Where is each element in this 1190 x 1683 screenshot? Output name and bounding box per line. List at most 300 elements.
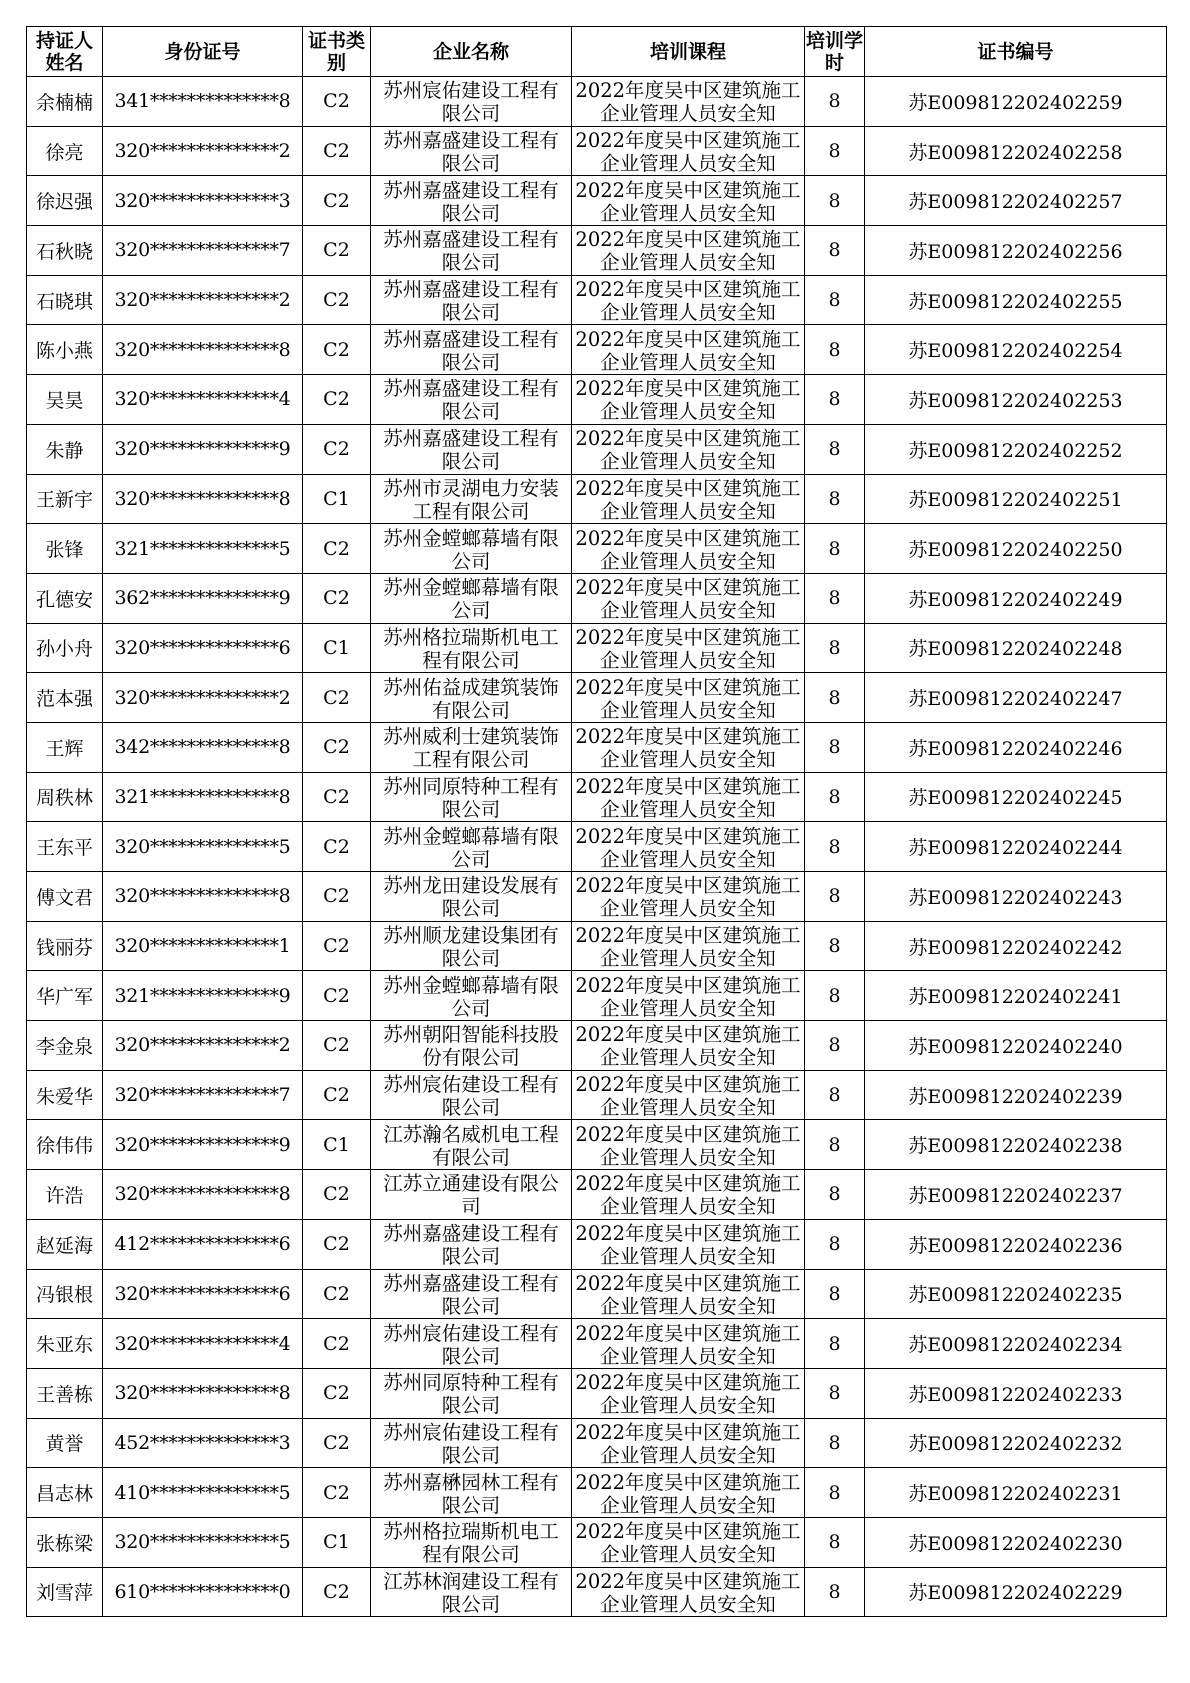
cell-course-text: 2022年度吴中区建筑施工企业管理人员安全知 xyxy=(575,1569,801,1615)
cell-course-text: 2022年度吴中区建筑施工企业管理人员安全知 xyxy=(575,824,801,870)
cell-id-number: 320**************6 xyxy=(103,623,303,673)
cell-hours: 8 xyxy=(805,822,865,872)
cell-name: 余楠楠 xyxy=(27,77,103,127)
cell-cert-type: C2 xyxy=(303,872,371,922)
cell-company xyxy=(371,226,572,276)
cell-hours: 8 xyxy=(805,1418,865,1468)
table-row xyxy=(27,772,1167,822)
cell-course xyxy=(572,424,805,474)
cell-cert-type: C2 xyxy=(303,772,371,822)
cell-hours: 8 xyxy=(805,1120,865,1170)
cell-id-number: 320**************4 xyxy=(103,1319,303,1369)
cell-name: 冯银根 xyxy=(27,1269,103,1319)
cell-id-number: 320**************9 xyxy=(103,1120,303,1170)
cell-company xyxy=(371,424,572,474)
cell-cert-type: C2 xyxy=(303,1021,371,1071)
cell-name: 徐亮 xyxy=(27,126,103,176)
cell-company-text: 苏州宸佑建设工程有限公司 xyxy=(383,1321,559,1367)
cell-name: 朱静 xyxy=(27,424,103,474)
cell-company-text: 苏州格拉瑞斯机电工程有限公司 xyxy=(383,1520,559,1566)
cell-course-text: 2022年度吴中区建筑施工企业管理人员安全知 xyxy=(575,278,801,324)
cell-hours: 8 xyxy=(805,524,865,574)
cell-name: 傅文君 xyxy=(27,872,103,922)
cell-company xyxy=(371,176,572,226)
cell-company-text: 苏州嘉盛建设工程有限公司 xyxy=(383,228,559,274)
cell-name: 李金泉 xyxy=(27,1021,103,1071)
table-row xyxy=(27,1269,1167,1319)
cell-id-number: 320**************8 xyxy=(103,1170,303,1220)
cell-cert-type: C2 xyxy=(303,1418,371,1468)
cell-cert-type: C2 xyxy=(303,524,371,574)
cell-company-text: 苏州宸佑建设工程有限公司 xyxy=(383,79,559,125)
cell-hours: 8 xyxy=(805,1170,865,1220)
cell-hours: 8 xyxy=(805,77,865,127)
cell-course-text: 2022年度吴中区建筑施工企业管理人员安全知 xyxy=(575,1371,801,1417)
cell-company xyxy=(371,325,572,375)
cell-name: 孙小舟 xyxy=(27,623,103,673)
cell-id-number: 320**************2 xyxy=(103,275,303,325)
cell-cert-type: C2 xyxy=(303,573,371,623)
table-row xyxy=(27,1021,1167,1071)
cell-hours: 8 xyxy=(805,1319,865,1369)
cell-hours: 8 xyxy=(805,573,865,623)
cell-name: 张栋梁 xyxy=(27,1517,103,1567)
cell-hours: 8 xyxy=(805,375,865,425)
cell-course xyxy=(572,375,805,425)
cell-course xyxy=(572,1120,805,1170)
cell-course xyxy=(572,1219,805,1269)
cell-course xyxy=(572,524,805,574)
cell-cert-number: 苏E009812202402250 xyxy=(865,524,1167,574)
cell-hours: 8 xyxy=(805,1517,865,1567)
cell-id-number: 320**************5 xyxy=(103,1517,303,1567)
cell-name: 昌志林 xyxy=(27,1468,103,1518)
cell-cert-type: C2 xyxy=(303,325,371,375)
cell-course xyxy=(572,872,805,922)
cell-id-number: 320**************8 xyxy=(103,325,303,375)
table-row xyxy=(27,1319,1167,1369)
cell-cert-number: 苏E009812202402253 xyxy=(865,375,1167,425)
cell-name: 陈小燕 xyxy=(27,325,103,375)
cell-id-number: 320**************9 xyxy=(103,424,303,474)
cell-course-text: 2022年度吴中区建筑施工企业管理人员安全知 xyxy=(575,427,801,473)
cell-id-number: 320**************7 xyxy=(103,226,303,276)
cell-hours: 8 xyxy=(805,1468,865,1518)
cell-cert-type: C1 xyxy=(303,1517,371,1567)
cell-cert-type: C2 xyxy=(303,176,371,226)
cell-company-text: 江苏林润建设工程有限公司 xyxy=(383,1569,559,1615)
cell-cert-number: 苏E009812202402252 xyxy=(865,424,1167,474)
cell-course xyxy=(572,722,805,772)
table-row xyxy=(27,176,1167,226)
cell-course xyxy=(572,474,805,524)
cell-cert-number: 苏E009812202402247 xyxy=(865,673,1167,723)
cell-id-number: 321**************5 xyxy=(103,524,303,574)
cell-company xyxy=(371,1269,572,1319)
table-row xyxy=(27,424,1167,474)
cell-company-text: 江苏瀚名威机电工程有限公司 xyxy=(383,1122,559,1168)
table-row xyxy=(27,673,1167,723)
cell-cert-type: C2 xyxy=(303,226,371,276)
cell-company xyxy=(371,1567,572,1617)
table-row xyxy=(27,226,1167,276)
cell-course-text: 2022年度吴中区建筑施工企业管理人员安全知 xyxy=(575,377,801,423)
cell-cert-number: 苏E009812202402249 xyxy=(865,573,1167,623)
cell-cert-number: 苏E009812202402258 xyxy=(865,126,1167,176)
cell-cert-number: 苏E009812202402244 xyxy=(865,822,1167,872)
cell-cert-type: C2 xyxy=(303,1567,371,1617)
cell-company xyxy=(371,772,572,822)
cell-hours: 8 xyxy=(805,424,865,474)
cell-course-text: 2022年度吴中区建筑施工企业管理人员安全知 xyxy=(575,1073,801,1119)
cell-id-number: 320**************8 xyxy=(103,1368,303,1418)
cell-cert-number: 苏E009812202402230 xyxy=(865,1517,1167,1567)
cell-cert-number: 苏E009812202402257 xyxy=(865,176,1167,226)
table-row xyxy=(27,77,1167,127)
cell-course xyxy=(572,573,805,623)
table-row xyxy=(27,375,1167,425)
cell-hours: 8 xyxy=(805,971,865,1021)
cell-hours: 8 xyxy=(805,275,865,325)
cell-hours: 8 xyxy=(805,1368,865,1418)
cell-cert-type: C2 xyxy=(303,126,371,176)
cell-name: 赵延海 xyxy=(27,1219,103,1269)
cell-cert-type: C2 xyxy=(303,722,371,772)
cell-hours: 8 xyxy=(805,872,865,922)
cell-cert-type: C2 xyxy=(303,275,371,325)
cell-id-number: 320**************1 xyxy=(103,921,303,971)
cell-course-text: 2022年度吴中区建筑施工企业管理人员安全知 xyxy=(575,1420,801,1466)
cell-hours: 8 xyxy=(805,921,865,971)
table-row xyxy=(27,822,1167,872)
header-id: 身份证号 xyxy=(103,27,303,77)
cell-cert-type: C2 xyxy=(303,1219,371,1269)
cell-company xyxy=(371,872,572,922)
cell-course xyxy=(572,772,805,822)
cell-company-text: 江苏立通建设有限公司 xyxy=(383,1172,559,1218)
cell-course-text: 2022年度吴中区建筑施工企业管理人员安全知 xyxy=(575,874,801,920)
cell-course xyxy=(572,822,805,872)
table-row xyxy=(27,1070,1167,1120)
cell-company xyxy=(371,1120,572,1170)
cell-course-text: 2022年度吴中区建筑施工企业管理人员安全知 xyxy=(575,1520,801,1566)
cell-id-number: 610**************0 xyxy=(103,1567,303,1617)
cell-company-text: 苏州金螳螂幕墙有限公司 xyxy=(383,576,559,622)
table-row xyxy=(27,722,1167,772)
cell-course xyxy=(572,1517,805,1567)
cell-hours: 8 xyxy=(805,772,865,822)
cell-id-number: 362**************9 xyxy=(103,573,303,623)
cell-course-text: 2022年度吴中区建筑施工企业管理人员安全知 xyxy=(575,79,801,125)
header-cert-no: 证书编号 xyxy=(865,27,1167,77)
cell-company xyxy=(371,1368,572,1418)
cell-course xyxy=(572,176,805,226)
cell-name: 王新宇 xyxy=(27,474,103,524)
cell-name: 王善栋 xyxy=(27,1368,103,1418)
cell-cert-number: 苏E009812202402236 xyxy=(865,1219,1167,1269)
cell-id-number: 342**************8 xyxy=(103,722,303,772)
cell-name: 石秋晓 xyxy=(27,226,103,276)
cell-company xyxy=(371,1517,572,1567)
cell-company xyxy=(371,126,572,176)
cell-name: 黄誉 xyxy=(27,1418,103,1468)
cell-course xyxy=(572,325,805,375)
cell-course-text: 2022年度吴中区建筑施工企业管理人员安全知 xyxy=(575,327,801,373)
cell-course-text: 2022年度吴中区建筑施工企业管理人员安全知 xyxy=(575,1122,801,1168)
cell-cert-type: C2 xyxy=(303,1269,371,1319)
cell-course-text: 2022年度吴中区建筑施工企业管理人员安全知 xyxy=(575,1222,801,1268)
cell-company-text: 苏州嘉盛建设工程有限公司 xyxy=(383,278,559,324)
cell-company-text: 苏州嘉盛建设工程有限公司 xyxy=(383,129,559,175)
cell-cert-type: C2 xyxy=(303,822,371,872)
cell-course xyxy=(572,1021,805,1071)
cell-name: 朱爱华 xyxy=(27,1070,103,1120)
cell-name: 王东平 xyxy=(27,822,103,872)
cell-company xyxy=(371,1319,572,1369)
header-row xyxy=(27,27,1167,77)
cell-course-text: 2022年度吴中区建筑施工企业管理人员安全知 xyxy=(575,1172,801,1218)
cell-hours: 8 xyxy=(805,325,865,375)
cell-company-text: 苏州龙田建设发展有限公司 xyxy=(383,874,559,920)
table-row xyxy=(27,126,1167,176)
header-course: 培训课程 xyxy=(572,27,805,77)
cell-hours: 8 xyxy=(805,673,865,723)
cell-company xyxy=(371,1418,572,1468)
cell-course-text: 2022年度吴中区建筑施工企业管理人员安全知 xyxy=(575,924,801,970)
cell-course-text: 2022年度吴中区建筑施工企业管理人员安全知 xyxy=(575,178,801,224)
cell-cert-type: C2 xyxy=(303,375,371,425)
table-row xyxy=(27,872,1167,922)
cell-company xyxy=(371,524,572,574)
cell-company xyxy=(371,275,572,325)
cell-id-number: 320**************8 xyxy=(103,474,303,524)
cell-hours: 8 xyxy=(805,722,865,772)
cell-company-text: 苏州嘉盛建设工程有限公司 xyxy=(383,178,559,224)
cell-cert-type: C2 xyxy=(303,1319,371,1369)
cell-cert-number: 苏E009812202402240 xyxy=(865,1021,1167,1071)
cell-id-number: 320**************6 xyxy=(103,1269,303,1319)
table-row xyxy=(27,1120,1167,1170)
table-row xyxy=(27,325,1167,375)
cell-cert-number: 苏E009812202402256 xyxy=(865,226,1167,276)
cell-cert-number: 苏E009812202402233 xyxy=(865,1368,1167,1418)
cell-cert-number: 苏E009812202402231 xyxy=(865,1468,1167,1518)
table-row xyxy=(27,573,1167,623)
cell-hours: 8 xyxy=(805,1070,865,1120)
table-row xyxy=(27,623,1167,673)
cell-company-text: 苏州同原特种工程有限公司 xyxy=(383,774,559,820)
table-row xyxy=(27,921,1167,971)
cell-course-text: 2022年度吴中区建筑施工企业管理人员安全知 xyxy=(575,228,801,274)
cell-company-text: 苏州嘉盛建设工程有限公司 xyxy=(383,327,559,373)
table-row xyxy=(27,1170,1167,1220)
table-row xyxy=(27,1368,1167,1418)
cell-cert-number: 苏E009812202402254 xyxy=(865,325,1167,375)
cell-cert-type: C1 xyxy=(303,623,371,673)
cell-company-text: 苏州嘉楙园林工程有限公司 xyxy=(383,1470,559,1516)
cell-id-number: 320**************7 xyxy=(103,1070,303,1120)
cell-company xyxy=(371,822,572,872)
cell-company-text: 苏州嘉盛建设工程有限公司 xyxy=(383,427,559,473)
cell-course xyxy=(572,126,805,176)
cell-hours: 8 xyxy=(805,226,865,276)
cell-company-text: 苏州嘉盛建设工程有限公司 xyxy=(383,1222,559,1268)
cell-company xyxy=(371,623,572,673)
cell-hours: 8 xyxy=(805,176,865,226)
cell-course xyxy=(572,1368,805,1418)
cell-course xyxy=(572,1070,805,1120)
cell-hours: 8 xyxy=(805,1567,865,1617)
cell-cert-number: 苏E009812202402241 xyxy=(865,971,1167,1021)
header-company: 企业名称 xyxy=(371,27,572,77)
header-type: 证书类别 xyxy=(303,27,371,77)
table-body xyxy=(27,77,1167,1617)
cell-course-text: 2022年度吴中区建筑施工企业管理人员安全知 xyxy=(575,675,801,721)
cell-course-text: 2022年度吴中区建筑施工企业管理人员安全知 xyxy=(575,1470,801,1516)
cell-id-number: 410**************5 xyxy=(103,1468,303,1518)
cell-hours: 8 xyxy=(805,1269,865,1319)
cell-course xyxy=(572,1319,805,1369)
cell-course xyxy=(572,1567,805,1617)
cell-company xyxy=(371,474,572,524)
cell-course-text: 2022年度吴中区建筑施工企业管理人员安全知 xyxy=(575,625,801,671)
cell-name: 吴昊 xyxy=(27,375,103,425)
cell-company xyxy=(371,1021,572,1071)
cell-cert-number: 苏E009812202402239 xyxy=(865,1070,1167,1120)
cell-company xyxy=(371,1219,572,1269)
cell-name: 钱丽芬 xyxy=(27,921,103,971)
cell-cert-number: 苏E009812202402234 xyxy=(865,1319,1167,1369)
cell-company xyxy=(371,673,572,723)
cell-id-number: 452**************3 xyxy=(103,1418,303,1468)
certificate-table xyxy=(26,26,1167,1617)
cell-name: 周秩林 xyxy=(27,772,103,822)
cell-company-text: 苏州嘉盛建设工程有限公司 xyxy=(383,1271,559,1317)
cell-course xyxy=(572,921,805,971)
cell-hours: 8 xyxy=(805,126,865,176)
cell-course-text: 2022年度吴中区建筑施工企业管理人员安全知 xyxy=(575,973,801,1019)
cell-company xyxy=(371,375,572,425)
cell-id-number: 320**************3 xyxy=(103,176,303,226)
header-name: 持证人姓名 xyxy=(27,27,103,77)
cell-course-text: 2022年度吴中区建筑施工企业管理人员安全知 xyxy=(575,476,801,522)
cell-id-number: 320**************4 xyxy=(103,375,303,425)
table-row xyxy=(27,971,1167,1021)
table-row xyxy=(27,1418,1167,1468)
cell-cert-type: C2 xyxy=(303,424,371,474)
cell-company xyxy=(371,1170,572,1220)
cell-company xyxy=(371,1468,572,1518)
cell-company-text: 苏州金螳螂幕墙有限公司 xyxy=(383,973,559,1019)
cell-company-text: 苏州朝阳智能科技股份有限公司 xyxy=(383,1023,559,1069)
cell-course xyxy=(572,673,805,723)
cell-company xyxy=(371,971,572,1021)
cell-name: 范本强 xyxy=(27,673,103,723)
table-row xyxy=(27,1219,1167,1269)
cell-course-text: 2022年度吴中区建筑施工企业管理人员安全知 xyxy=(575,129,801,175)
cell-course-text: 2022年度吴中区建筑施工企业管理人员安全知 xyxy=(575,1023,801,1069)
cell-name: 刘雪萍 xyxy=(27,1567,103,1617)
cell-cert-type: C2 xyxy=(303,971,371,1021)
cell-company-text: 苏州格拉瑞斯机电工程有限公司 xyxy=(383,625,559,671)
cell-cert-type: C2 xyxy=(303,1368,371,1418)
cell-company-text: 苏州佑益成建筑装饰有限公司 xyxy=(383,675,559,721)
cell-course-text: 2022年度吴中区建筑施工企业管理人员安全知 xyxy=(575,725,801,771)
cell-id-number: 320**************2 xyxy=(103,673,303,723)
cell-course-text: 2022年度吴中区建筑施工企业管理人员安全知 xyxy=(575,1271,801,1317)
cell-course xyxy=(572,275,805,325)
cell-cert-type: C1 xyxy=(303,1120,371,1170)
cell-id-number: 320**************2 xyxy=(103,126,303,176)
cell-company xyxy=(371,573,572,623)
cell-cert-number: 苏E009812202402251 xyxy=(865,474,1167,524)
cell-company xyxy=(371,722,572,772)
table-row xyxy=(27,1468,1167,1518)
cell-cert-number: 苏E009812202402237 xyxy=(865,1170,1167,1220)
cell-company-text: 苏州金螳螂幕墙有限公司 xyxy=(383,526,559,572)
cell-cert-type: C2 xyxy=(303,1070,371,1120)
cell-course-text: 2022年度吴中区建筑施工企业管理人员安全知 xyxy=(575,526,801,572)
cell-name: 华广军 xyxy=(27,971,103,1021)
cell-course-text: 2022年度吴中区建筑施工企业管理人员安全知 xyxy=(575,576,801,622)
cell-course xyxy=(572,971,805,1021)
cell-cert-type: C2 xyxy=(303,1468,371,1518)
cell-company-text: 苏州宸佑建设工程有限公司 xyxy=(383,1420,559,1466)
cell-company xyxy=(371,921,572,971)
cell-cert-number: 苏E009812202402232 xyxy=(865,1418,1167,1468)
cell-cert-type: C2 xyxy=(303,921,371,971)
table-row xyxy=(27,524,1167,574)
cell-company-text: 苏州市灵湖电力安装工程有限公司 xyxy=(383,476,559,522)
cell-company-text: 苏州威利士建筑装饰工程有限公司 xyxy=(383,725,559,771)
cell-name: 石晓琪 xyxy=(27,275,103,325)
header-hours: 培训学时 xyxy=(805,27,865,77)
table-row xyxy=(27,474,1167,524)
cell-company-text: 苏州嘉盛建设工程有限公司 xyxy=(383,377,559,423)
cell-cert-number: 苏E009812202402255 xyxy=(865,275,1167,325)
cell-course-text: 2022年度吴中区建筑施工企业管理人员安全知 xyxy=(575,774,801,820)
cell-company-text: 苏州同原特种工程有限公司 xyxy=(383,1371,559,1417)
cell-name: 孔德安 xyxy=(27,573,103,623)
cell-cert-number: 苏E009812202402229 xyxy=(865,1567,1167,1617)
cell-id-number: 321**************8 xyxy=(103,772,303,822)
cell-cert-number: 苏E009812202402238 xyxy=(865,1120,1167,1170)
cell-id-number: 412**************6 xyxy=(103,1219,303,1269)
cell-company xyxy=(371,1070,572,1120)
cell-name: 朱亚东 xyxy=(27,1319,103,1369)
table-row xyxy=(27,275,1167,325)
cell-course xyxy=(572,1269,805,1319)
cell-course xyxy=(572,1170,805,1220)
cell-course-text: 2022年度吴中区建筑施工企业管理人员安全知 xyxy=(575,1321,801,1367)
cell-company-text: 苏州宸佑建设工程有限公司 xyxy=(383,1073,559,1119)
cell-course xyxy=(572,77,805,127)
cell-cert-number: 苏E009812202402235 xyxy=(865,1269,1167,1319)
cell-course xyxy=(572,1468,805,1518)
cell-cert-number: 苏E009812202402245 xyxy=(865,772,1167,822)
cell-cert-type: C1 xyxy=(303,474,371,524)
cell-hours: 8 xyxy=(805,474,865,524)
cell-cert-type: C2 xyxy=(303,1170,371,1220)
cell-company-text: 苏州顺龙建设集团有限公司 xyxy=(383,924,559,970)
cell-cert-number: 苏E009812202402242 xyxy=(865,921,1167,971)
cell-company xyxy=(371,77,572,127)
cell-id-number: 341**************8 xyxy=(103,77,303,127)
cell-name: 徐迟强 xyxy=(27,176,103,226)
cell-cert-number: 苏E009812202402259 xyxy=(865,77,1167,127)
cell-cert-number: 苏E009812202402248 xyxy=(865,623,1167,673)
cell-id-number: 320**************2 xyxy=(103,1021,303,1071)
